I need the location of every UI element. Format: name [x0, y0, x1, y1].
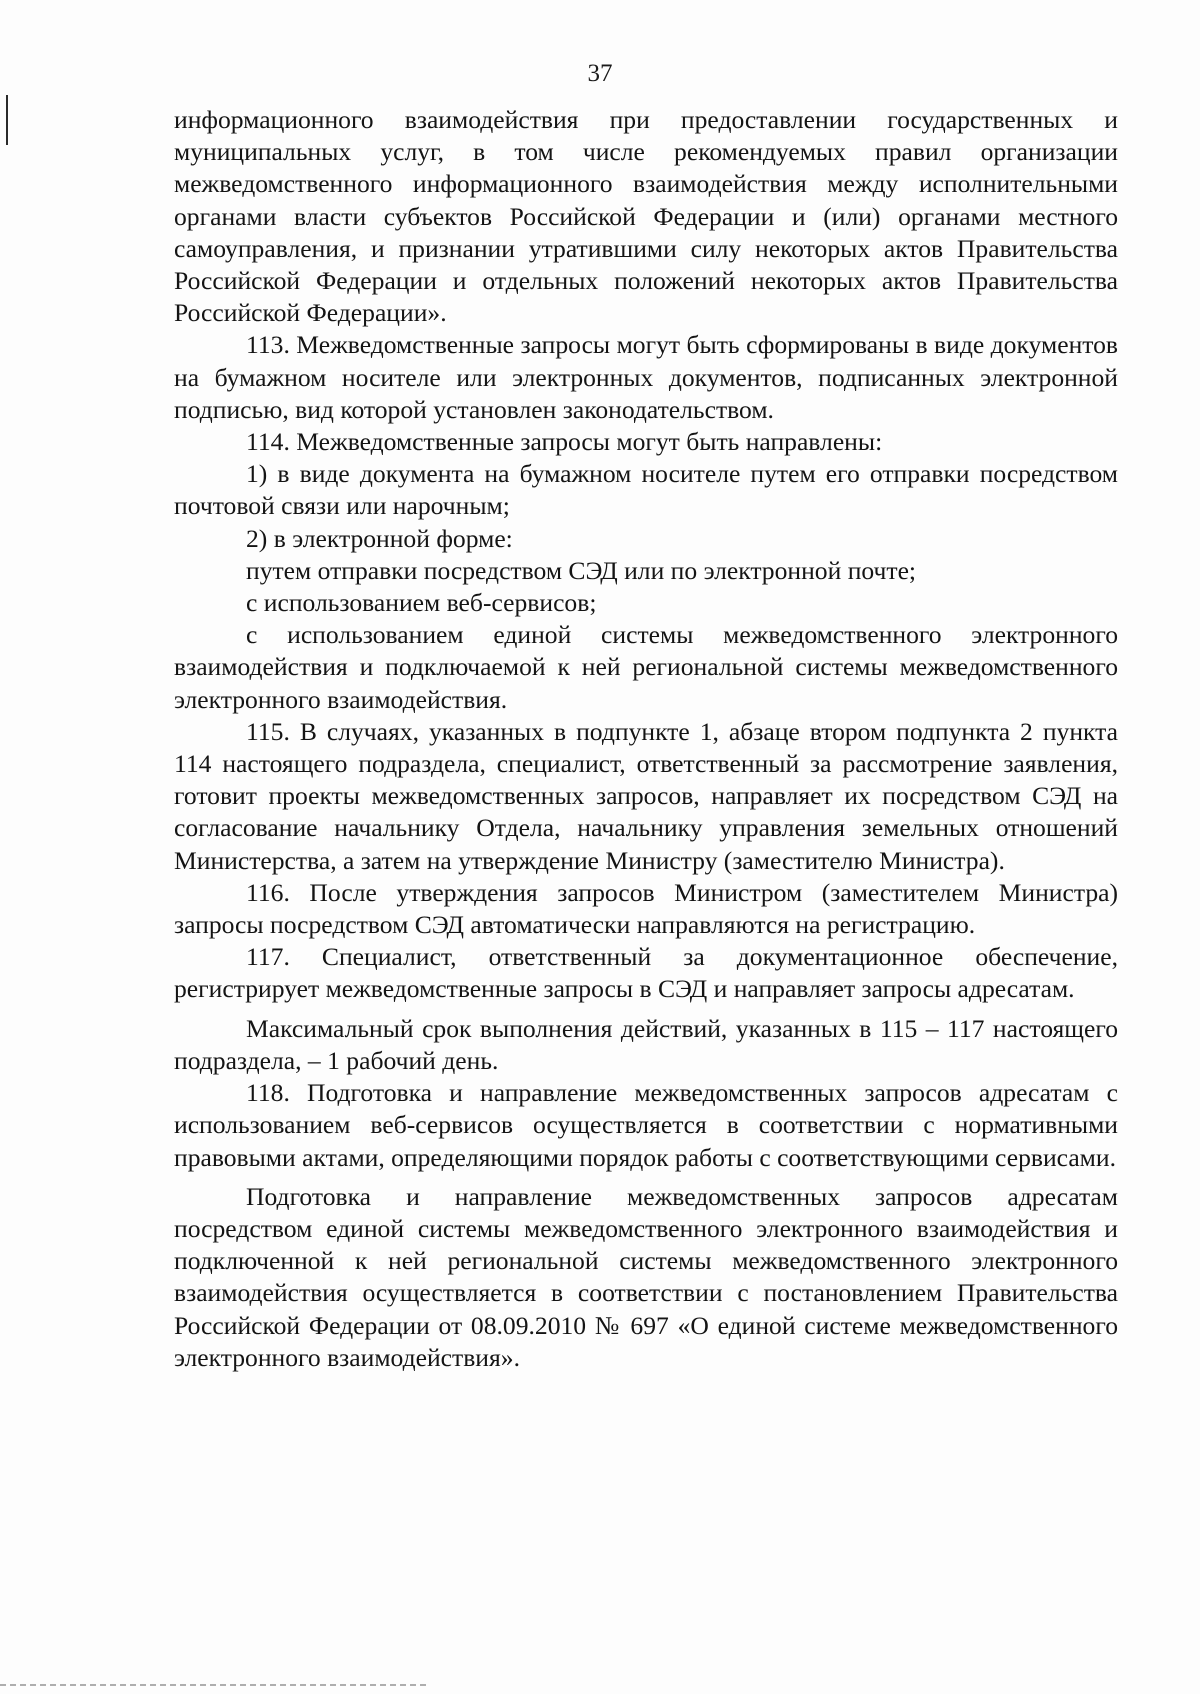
paragraph-114-item-1: 1) в виде документа на бумажном носителе путем его отправки посредством почтовой связи или нарочным; — [174, 459, 1118, 521]
paragraph-114: 114. Межведомственные запросы могут быть направлены: — [246, 427, 883, 457]
paragraph-115: 115. В случаях, указанных в подпункте 1, абзаце втором подпункта 2 пункта 114 настоящего подраздела, специалист, ответственный за рассмотрение заявления, готовит проекты межведомственных запросов, направляет их посредством СЭД на согласование начальнику Отдела, начальнику управления земельных отношений Министерства, а затем на утверждение Министру (заместителю Министра). — [174, 716, 1118, 875]
paragraph-118: 118. Подготовка и направление межведомственных запросов адресатам с использованием веб-сервисов осуществляется в соответствии с нормативными правовыми актами, определяющими порядок работы с соответствующими сервисами. — [174, 1078, 1118, 1172]
scan-artifact-left — [6, 95, 8, 145]
paragraph-118-smev: Подготовка и направление межведомственных запросов адресатам посредством единой системы межведомственного электронного взаимодействия и подключенной к ней региональной системы межведомственного электронного взаимодействия осуществляется в соответствии с постановлением Правительства Российской Федерации от 08.09.2010 № 697 «О единой системе межведомственного электронного взаимодействия». — [174, 1181, 1118, 1372]
paragraph-117: 117. Специалист, ответственный за документационное обеспечение, регистрирует межведомственные запросы в СЭД и направляет запросы адресатам. — [174, 942, 1118, 1004]
scan-artifact-bottom — [0, 1684, 430, 1686]
page-number: 37 — [587, 60, 613, 87]
paragraph-114-item-2: 2) в электронной форме: — [246, 523, 513, 553]
paragraph-114-item-2-web: с использованием веб-сервисов; — [246, 588, 597, 618]
paragraph-continuation: информационного взаимодействия при предоставлении государственных и муниципальных услуг, в том числе рекомендуемых правил организации межведомственного информационного взаимодействия между исполнительными органами власти субъектов Российской Федерации и (или) органами местного самоуправления, и признании утратившими силу некоторых актов Правительства Российской Федерации и отдельных положений некоторых актов Правительства Российской Федерации». — [174, 105, 1118, 328]
document-body — [174, 104, 1118, 1374]
paragraph-113: 113. Межведомственные запросы могут быть сформированы в виде документов на бумажном носителе или электронных документов, подписанных электронной подписью, вид которой установлен законодательством. — [174, 330, 1118, 424]
paragraph-max-term: Максимальный срок выполнения действий, указанных в 115 – 117 настоящего подраздела, – 1 рабочий день. — [174, 1013, 1118, 1075]
paragraph-114-item-2-sed: путем отправки посредством СЭД или по электронной почте; — [246, 555, 917, 585]
paragraph-114-item-2-smev: с использованием единой системы межведомственного электронного взаимодействия и подключаемой к ней региональной системы межведомственного электронного взаимодействия. — [174, 620, 1118, 714]
paragraph-116: 116. После утверждения запросов Министром (заместителем Министра) запросы посредством СЭД автоматически направляются на регистрацию. — [174, 877, 1118, 940]
